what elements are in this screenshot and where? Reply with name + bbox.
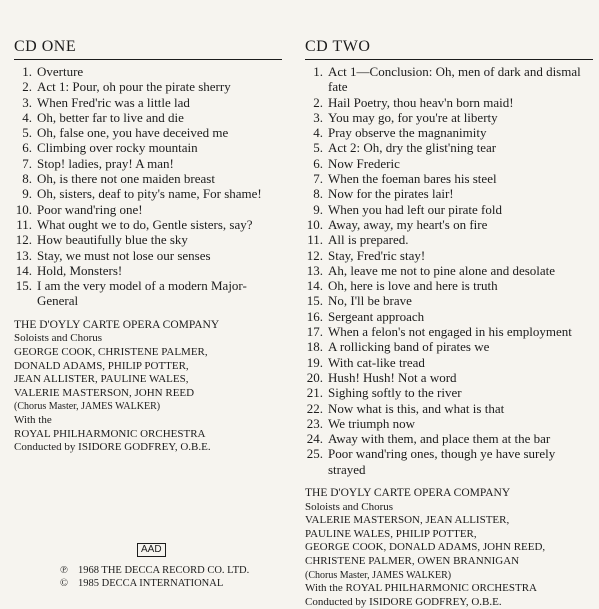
track-number: 10. xyxy=(306,216,323,232)
copyright-icon: © xyxy=(60,578,68,589)
track-title: Now for the pirates lair! xyxy=(328,186,454,202)
track-title: Away with them, and place them at the bar xyxy=(328,431,551,447)
track-item xyxy=(305,232,593,247)
chorus-master: (Chorus Master, JAMES WALKER) xyxy=(305,569,452,581)
track-title: All is prepared. xyxy=(328,232,409,248)
track-number: 5. xyxy=(22,125,32,141)
track-item xyxy=(305,64,593,95)
track-title: Stop! ladies, pray! A man! xyxy=(37,155,174,171)
track-item xyxy=(305,293,593,308)
track-item xyxy=(14,186,282,201)
track-number: 17. xyxy=(306,324,323,340)
track-number: 19. xyxy=(306,354,323,370)
track-item xyxy=(305,370,593,385)
track-item xyxy=(305,446,593,477)
track-number: 4. xyxy=(22,109,32,125)
track-item xyxy=(305,416,593,431)
track-number: 14. xyxy=(15,262,32,278)
track-item xyxy=(305,355,593,370)
track-number: 9. xyxy=(22,186,32,202)
soloists-label: Soloists and Chorus xyxy=(14,332,103,345)
track-title: With cat-like tread xyxy=(328,354,425,370)
track-title: No, I'll be brave xyxy=(328,293,412,309)
track-title: When a felon's not engaged in his employment xyxy=(328,324,572,340)
track-number: 2. xyxy=(22,79,32,95)
track-item xyxy=(305,110,593,125)
cd-one-credits xyxy=(14,319,282,455)
track-number: 6. xyxy=(313,155,323,171)
singer-line: PAULINE WALES, PHILIP POTTER, xyxy=(305,527,477,540)
track-number: 10. xyxy=(15,201,32,217)
phonogram-text: 1968 THE DECCA RECORD CO. LTD. xyxy=(78,565,250,576)
track-item xyxy=(305,324,593,339)
track-title: What ought we to do, Gentle sisters, say? xyxy=(37,216,253,232)
company-name: THE D'OYLY CARTE OPERA COMPANY xyxy=(305,487,511,500)
track-number: 5. xyxy=(313,140,323,156)
track-number: 7. xyxy=(313,171,323,187)
soloists-label: Soloists and Chorus xyxy=(305,500,394,513)
track-title: Now Frederic xyxy=(328,155,400,171)
track-title: Poor wand'ring one! xyxy=(37,201,143,217)
track-title: Act 1: Pour, oh pour the pirate sherry xyxy=(37,79,231,95)
track-title: Act 2: Oh, dry the glist'ning tear xyxy=(328,140,497,156)
track-item xyxy=(14,171,282,186)
conductor: Conducted by ISIDORE GODFREY, O.B.E. xyxy=(305,595,502,608)
track-title: Poor wand'ring ones, though ye have surely strayed xyxy=(328,446,556,477)
singer-line: CHRISTENE PALMER, OWEN BRANNIGAN xyxy=(305,554,520,567)
phonogram-icon: ℗ xyxy=(60,565,68,576)
cd-one-column xyxy=(14,38,282,455)
track-number: 15. xyxy=(15,278,32,294)
track-title: When Fred'ric was a little lad xyxy=(37,94,190,110)
cd-two-title: CD TWO xyxy=(305,38,593,60)
track-number: 25. xyxy=(306,446,323,462)
track-number: 12. xyxy=(15,232,32,248)
track-number: 16. xyxy=(306,308,323,324)
track-item xyxy=(14,156,282,171)
track-item xyxy=(305,248,593,263)
track-item xyxy=(14,140,282,155)
track-item xyxy=(305,217,593,232)
track-number: 14. xyxy=(306,278,323,294)
track-title: Sighing softly to the river xyxy=(328,385,462,401)
track-item xyxy=(305,339,593,354)
track-title: Oh, sisters, deaf to pity's name, For shame! xyxy=(37,186,262,202)
track-title: We triumph now xyxy=(328,415,416,431)
singer-line: GEORGE COOK, CHRISTENE PALMER, xyxy=(14,345,208,358)
cd-one-tracklist xyxy=(14,64,282,309)
track-title: I am the very model of a modern Major-General xyxy=(37,278,247,309)
track-number: 3. xyxy=(313,109,323,125)
track-title: Hush! Hush! Not a word xyxy=(328,369,457,385)
track-number: 3. xyxy=(22,94,32,110)
track-title: Away, away, my heart's on fire xyxy=(328,216,488,232)
cd-two-column xyxy=(305,38,593,609)
track-title: How beautifully blue the sky xyxy=(37,232,188,248)
track-number: 20. xyxy=(306,369,323,385)
cd-two-credits xyxy=(305,487,593,609)
singer-line: VALERIE MASTERSON, JOHN REED xyxy=(14,386,195,399)
track-number: 24. xyxy=(306,431,323,447)
track-number: 8. xyxy=(313,186,323,202)
track-item xyxy=(14,79,282,94)
track-item xyxy=(14,202,282,217)
track-title: Stay, Fred'ric stay! xyxy=(328,247,426,263)
track-number: 4. xyxy=(313,125,323,141)
track-item xyxy=(305,401,593,416)
track-item xyxy=(14,110,282,125)
singer-line: GEORGE COOK, DONALD ADAMS, JOHN REED, xyxy=(305,541,546,554)
track-item xyxy=(305,171,593,186)
track-number: 2. xyxy=(313,94,323,110)
track-title: Sergeant approach xyxy=(328,308,425,324)
track-item xyxy=(305,431,593,446)
track-title: Overture xyxy=(37,64,84,79)
track-item xyxy=(305,125,593,140)
track-title: Hail Poetry, thou heav'n born maid! xyxy=(328,94,514,110)
track-number: 23. xyxy=(306,415,323,431)
track-item xyxy=(14,278,282,309)
track-title: Act 1—Conclusion: Oh, men of dark and dismal fate xyxy=(328,64,581,95)
singer-line: VALERIE MASTERSON, JEAN ALLISTER, xyxy=(305,514,510,527)
track-item xyxy=(305,263,593,278)
track-title: Hold, Monsters! xyxy=(37,262,123,278)
orchestra-name: ROYAL PHILHARMONIC ORCHESTRA xyxy=(14,427,206,440)
copyright-line xyxy=(60,577,280,590)
track-item xyxy=(305,186,593,201)
track-number: 1. xyxy=(313,64,323,79)
track-number: 9. xyxy=(313,201,323,217)
track-item xyxy=(14,64,282,79)
track-title: Oh, here is love and here is truth xyxy=(328,278,498,294)
track-number: 11. xyxy=(307,232,323,248)
track-item xyxy=(14,217,282,232)
conductor: Conducted by ISIDORE GODFREY, O.B.E. xyxy=(14,441,211,454)
track-title: A rollicking band of pirates we xyxy=(328,339,490,355)
aad-badge: AAD xyxy=(137,543,166,557)
cd-one-title: CD ONE xyxy=(14,38,282,60)
chorus-master: (Chorus Master, JAMES WALKER) xyxy=(14,401,161,413)
track-title: You may go, for you're at liberty xyxy=(328,109,498,125)
track-number: 8. xyxy=(22,171,32,187)
orchestra-name: With the ROYAL PHILHARMONIC ORCHESTRA xyxy=(305,582,537,595)
copyright-text: 1985 DECCA INTERNATIONAL xyxy=(78,578,224,589)
track-title: Pray observe the magnanimity xyxy=(328,125,487,141)
track-item xyxy=(305,140,593,155)
track-number: 22. xyxy=(306,400,323,416)
track-item xyxy=(305,278,593,293)
track-number: 1. xyxy=(22,64,32,79)
track-number: 7. xyxy=(22,155,32,171)
track-title: Now what is this, and what is that xyxy=(328,400,505,416)
track-title: Climbing over rocky mountain xyxy=(37,140,198,156)
track-item xyxy=(14,125,282,140)
track-title: When the foeman bares his steel xyxy=(328,171,497,187)
track-item xyxy=(14,263,282,278)
track-number: 13. xyxy=(15,247,32,263)
track-title: Stay, we must not lose our senses xyxy=(37,247,211,263)
phonogram-line xyxy=(60,564,280,577)
track-item xyxy=(305,95,593,110)
track-number: 18. xyxy=(306,339,323,355)
track-item xyxy=(14,95,282,110)
company-name: THE D'OYLY CARTE OPERA COMPANY xyxy=(14,318,220,331)
track-number: 12. xyxy=(306,247,323,263)
track-title: Ah, leave me not to pine alone and desolate xyxy=(328,262,556,278)
singer-line: JEAN ALLISTER, PAULINE WALES, xyxy=(14,373,189,386)
track-number: 15. xyxy=(306,293,323,309)
track-item xyxy=(14,248,282,263)
track-item xyxy=(305,156,593,171)
track-item xyxy=(305,309,593,324)
track-title: Oh, is there not one maiden breast xyxy=(37,171,215,187)
track-number: 6. xyxy=(22,140,32,156)
cd-two-tracklist xyxy=(305,64,593,477)
track-title: Oh, false one, you have deceived me xyxy=(37,125,229,141)
track-item xyxy=(14,232,282,247)
track-title: Oh, better far to live and die xyxy=(37,109,184,125)
track-item xyxy=(305,385,593,400)
singer-line: DONALD ADAMS, PHILIP POTTER, xyxy=(14,359,189,372)
track-number: 13. xyxy=(306,262,323,278)
track-title: When you had left our pirate fold xyxy=(328,201,502,217)
track-item xyxy=(305,202,593,217)
track-number: 21. xyxy=(306,385,323,401)
copyright-block xyxy=(60,564,280,590)
track-number: 11. xyxy=(16,216,32,232)
with-label: With the xyxy=(14,413,52,426)
